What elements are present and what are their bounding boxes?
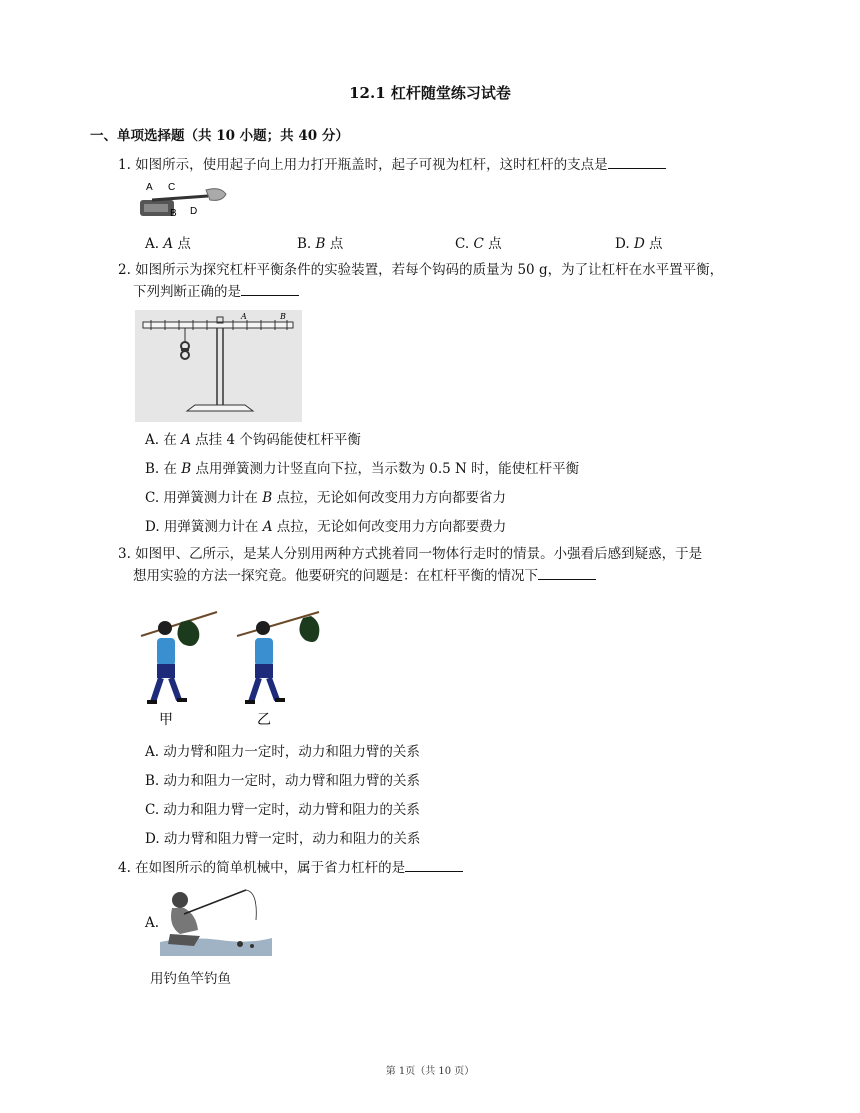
answer-blank <box>538 567 596 580</box>
section-heading: 一、单项选择题（共 10 小题；共 40 分） <box>90 128 349 144</box>
question-3-text-a: 3. 如图甲、乙所示，是某人分别用两种方式挑着同一物体行走时的情景。小强看后感到疑惑，于是 <box>118 546 703 562</box>
q1-option-d[interactable]: D. D 点 <box>615 236 663 252</box>
question-2-text-b: ，为了让杠杆在水平置平衡， <box>547 262 724 278</box>
question-2-text-a: 2. 如图所示为探究杠杆平衡条件的实验装置，若每个钩码的质量为 <box>118 262 518 278</box>
lever-balance-figure <box>135 310 302 422</box>
figure-yi <box>237 612 319 704</box>
question-3-text-b: 想用实验的方法一探究竟。他要研究的问题是：在杠杆平衡的情况下 <box>133 568 538 584</box>
q2-option-d[interactable]: D. 用弹簧测力计在 A 点拉，无论如何改变用力方向都要费力 <box>145 519 507 535</box>
answer-blank <box>405 859 463 872</box>
q1-option-c[interactable]: C. C 点 <box>455 236 502 252</box>
fig2-label-a: A <box>241 312 247 321</box>
answer-blank <box>241 283 299 296</box>
question-1-text: 1. 如图所示，使用起子向上用力打开瓶盖时，起子可视为杠杆，这时杠杆的支点是 <box>118 157 608 173</box>
question-4 <box>118 857 768 879</box>
fig1-label-a: A <box>146 182 153 193</box>
q3-option-d[interactable]: D. 动力臂和阻力臂一定时，动力和阻力的关系 <box>145 831 421 847</box>
bottle-opener-figure <box>138 178 230 220</box>
question-2 <box>118 259 768 303</box>
fig1-label-b: B <box>170 208 177 219</box>
q4-option-a-caption: 用钓鱼竿钓鱼 <box>150 971 231 987</box>
q1-option-b[interactable]: B. B 点 <box>297 236 344 252</box>
fig1-label-c: C <box>168 182 176 193</box>
fig1-label-d: D <box>190 206 198 217</box>
q2-option-a[interactable]: A. 在 A 点挂 4 个钩码能使杠杆平衡 <box>145 432 361 448</box>
page-footer: 第 1页（共 10 页） <box>385 1066 475 1077</box>
page-title: 12.1 杠杆随堂练习试卷 <box>349 84 511 102</box>
question-1 <box>118 154 768 176</box>
figure-jia-label: 甲 <box>159 712 173 728</box>
question-4-text: 4. 在如图所示的简单机械中，属于省力杠杆的是 <box>118 860 406 876</box>
q3-option-c[interactable]: C. 动力和阻力臂一定时，动力臂和阻力的关系 <box>145 802 420 818</box>
question-3 <box>118 543 768 587</box>
answer-blank <box>608 156 666 169</box>
q4-option-a[interactable]: A. <box>145 915 160 931</box>
question-2-text-c: 下列判断正确的是 <box>133 284 241 300</box>
figure-jia <box>141 612 217 704</box>
fig2-label-b: B <box>280 312 286 321</box>
figure-yi-label: 乙 <box>257 712 271 728</box>
fishing-rod-figure <box>160 884 272 956</box>
q3-option-a[interactable]: A. 动力臂和阻力一定时，动力和阻力臂的关系 <box>145 744 420 760</box>
q2-option-b[interactable]: B. 在 B 点用弹簧测力计竖直向下拉，当示数为 0.5 N 时，能使杠杆平衡 <box>145 461 580 477</box>
mass-value: 50 g <box>517 262 548 278</box>
q1-option-a[interactable]: A. A 点 <box>145 236 191 252</box>
q3-option-b[interactable]: B. 动力和阻力一定时，动力臂和阻力臂的关系 <box>145 773 421 789</box>
q2-option-c[interactable]: C. 用弹簧测力计在 B 点拉，无论如何改变用力方向都要省力 <box>145 490 506 506</box>
carrying-figures <box>137 600 322 730</box>
